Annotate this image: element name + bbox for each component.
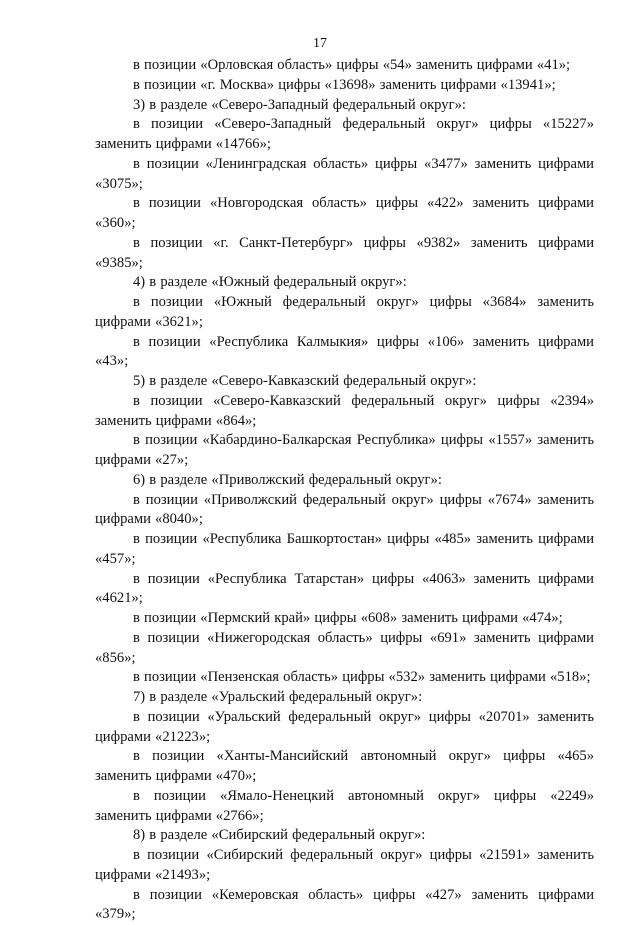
paragraph: в позиции «Новгородская область» цифры «422» заменить цифрами «360»; <box>95 194 594 234</box>
paragraph: в позиции «Сибирский федеральный округ» цифры «21591» заменить цифрами «21493»; <box>95 846 594 886</box>
paragraph: в позиции «Ленинградская область» цифры «3477» заменить цифрами «3075»; <box>95 155 594 195</box>
paragraph: в позиции «Пензенская область» цифры «532» заменить цифрами «518»; <box>95 668 594 688</box>
paragraph: в позиции «Республика Калмыкия» цифры «106» заменить цифрами «43»; <box>95 333 594 373</box>
paragraph: в позиции «Нижегородская область» цифры «691» заменить цифрами «856»; <box>95 629 594 669</box>
paragraph: в позиции «Уральский федеральный округ» цифры «20701» заменить цифрами «21223»; <box>95 708 594 748</box>
paragraph: в позиции «Пермский край» цифры «608» заменить цифрами «474»; <box>95 609 594 629</box>
section-heading: 5) в разделе «Северо-Кавказский федеральный округ»: <box>95 372 594 392</box>
paragraph: в позиции «Республика Башкортостан» цифры «485» заменить цифрами «457»; <box>95 530 594 570</box>
paragraph: в позиции «Кемеровская область» цифры «427» заменить цифрами «379»; <box>95 886 594 925</box>
paragraph: в позиции «Кабардино-Балкарская Республика» цифры «1557» заменить цифрами «27»; <box>95 431 594 471</box>
paragraph: в позиции «Южный федеральный округ» цифры «3684» заменить цифрами «3621»; <box>95 293 594 333</box>
section-heading: 7) в разделе «Уральский федеральный округ»: <box>95 688 594 708</box>
section-heading: 8) в разделе «Сибирский федеральный округ»: <box>95 826 594 846</box>
paragraph: в позиции «Северо-Западный федеральный округ» цифры «15227» заменить цифрами «14766»; <box>95 115 594 155</box>
section-heading: 6) в разделе «Приволжский федеральный округ»: <box>95 471 594 491</box>
page-number: 17 <box>0 36 640 52</box>
paragraph: в позиции «Ямало-Ненецкий автономный округ» цифры «2249» заменить цифрами «2766»; <box>95 787 594 827</box>
paragraph: в позиции «Приволжский федеральный округ» цифры «7674» заменить цифрами «8040»; <box>95 491 594 531</box>
document-body <box>95 56 594 925</box>
paragraph: в позиции «Орловская область» цифры «54» заменить цифрами «41»; <box>95 56 594 76</box>
paragraph: в позиции «Республика Татарстан» цифры «4063» заменить цифрами «4621»; <box>95 570 594 610</box>
paragraph: в позиции «г. Санкт-Петербург» цифры «9382» заменить цифрами «9385»; <box>95 234 594 274</box>
section-heading: 4) в разделе «Южный федеральный округ»: <box>95 273 594 293</box>
paragraph: в позиции «г. Москва» цифры «13698» заменить цифрами «13941»; <box>95 76 594 96</box>
section-heading: 3) в разделе «Северо-Западный федеральный округ»: <box>95 96 594 116</box>
paragraph: в позиции «Северо-Кавказский федеральный округ» цифры «2394» заменить цифрами «864»; <box>95 392 594 432</box>
paragraph: в позиции «Ханты-Мансийский автономный округ» цифры «465» заменить цифрами «470»; <box>95 747 594 787</box>
